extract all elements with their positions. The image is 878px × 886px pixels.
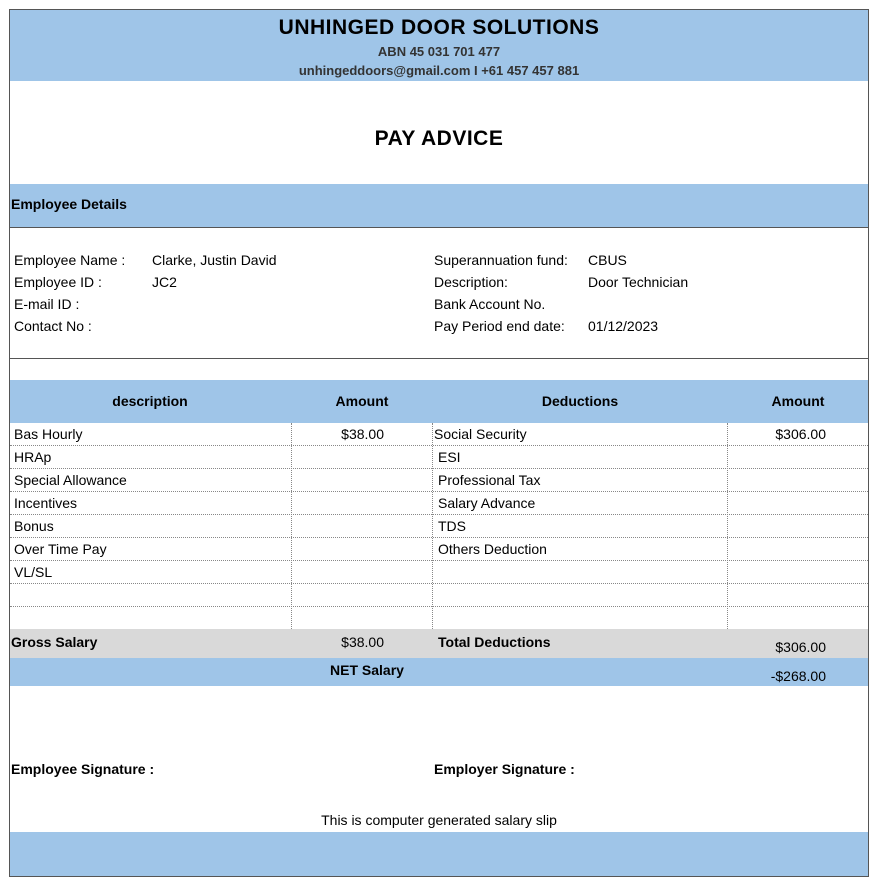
section-divider bbox=[10, 358, 868, 359]
column-divider bbox=[727, 423, 728, 629]
column-divider bbox=[432, 423, 433, 629]
deduction-label: Salary Advance bbox=[438, 495, 536, 511]
table-row bbox=[10, 423, 868, 446]
net-salary-label: NET Salary bbox=[330, 662, 404, 678]
net-salary-row bbox=[10, 658, 868, 686]
net-salary-value: -$268.00 bbox=[770, 668, 826, 684]
deduction-label: Others Deduction bbox=[438, 541, 547, 557]
employee-signature-label: Employee Signature : bbox=[11, 761, 155, 777]
table-row bbox=[10, 561, 868, 584]
column-divider bbox=[291, 423, 292, 629]
table-row bbox=[10, 492, 868, 515]
header-description: description bbox=[112, 393, 188, 409]
earning-amount: $38.00 bbox=[341, 426, 384, 442]
contact-no-label: Contact No : bbox=[14, 318, 92, 334]
company-name: UNHINGED DOOR SOLUTIONS bbox=[278, 16, 600, 39]
deduction-amount: $306.00 bbox=[775, 426, 826, 442]
table-row bbox=[10, 469, 868, 492]
pay-period-label: Pay Period end date: bbox=[434, 318, 565, 334]
deduction-label: ESI bbox=[438, 449, 461, 465]
header-deductions: Deductions bbox=[541, 393, 619, 409]
description-label: Description: bbox=[434, 274, 508, 290]
gross-salary-label: Gross Salary bbox=[11, 634, 98, 650]
deduction-label: Social Security bbox=[434, 426, 527, 442]
bank-account-label: Bank Account No. bbox=[434, 296, 546, 312]
company-header bbox=[10, 10, 868, 81]
header-earning-amount: Amount bbox=[335, 393, 389, 409]
earning-label: Special Allowance bbox=[14, 472, 127, 488]
super-fund-value: CBUS bbox=[588, 252, 627, 268]
footer-note: This is computer generated salary slip bbox=[321, 812, 557, 828]
deduction-label: Professional Tax bbox=[438, 472, 541, 488]
description-value: Door Technician bbox=[588, 274, 689, 290]
pay-advice-sheet bbox=[9, 9, 869, 877]
table-row bbox=[10, 538, 868, 561]
earning-label: Bonus bbox=[14, 518, 54, 534]
employee-details-band bbox=[10, 184, 868, 228]
table-row bbox=[10, 607, 868, 630]
employee-name-value: Clarke, Justin David bbox=[152, 252, 277, 268]
earning-label: Bas Hourly bbox=[14, 426, 83, 442]
employee-id-label: Employee ID : bbox=[14, 274, 102, 290]
header-deduction-amount: Amount bbox=[771, 393, 825, 409]
table-row bbox=[10, 446, 868, 469]
earning-label: HRAp bbox=[14, 449, 52, 465]
gross-salary-row bbox=[10, 629, 868, 658]
email-id-label: E-mail ID : bbox=[14, 296, 80, 312]
earning-label: Incentives bbox=[14, 495, 78, 511]
company-contact: unhingeddoors@gmail.com I +61 457 457 881 bbox=[298, 63, 580, 78]
earning-label: VL/SL bbox=[14, 564, 53, 580]
employee-id-value: JC2 bbox=[152, 274, 177, 290]
employee-name-label: Employee Name : bbox=[14, 252, 126, 268]
document-title: PAY ADVICE bbox=[374, 127, 504, 150]
employee-details-heading: Employee Details bbox=[11, 196, 127, 212]
table-row bbox=[10, 584, 868, 607]
total-deductions-label: Total Deductions bbox=[438, 634, 551, 650]
pay-period-value: 01/12/2023 bbox=[588, 318, 659, 334]
table-row bbox=[10, 515, 868, 538]
gross-salary-value: $38.00 bbox=[341, 634, 384, 650]
footer-band bbox=[10, 832, 868, 876]
employer-signature-label: Employer Signature : bbox=[434, 761, 575, 777]
total-deductions-value: $306.00 bbox=[775, 639, 826, 655]
table-header bbox=[10, 380, 868, 423]
deduction-label: TDS bbox=[438, 518, 466, 534]
earning-label: Over Time Pay bbox=[14, 541, 107, 557]
company-abn: ABN 45 031 701 477 bbox=[377, 44, 501, 59]
super-fund-label: Superannuation fund: bbox=[434, 252, 568, 268]
